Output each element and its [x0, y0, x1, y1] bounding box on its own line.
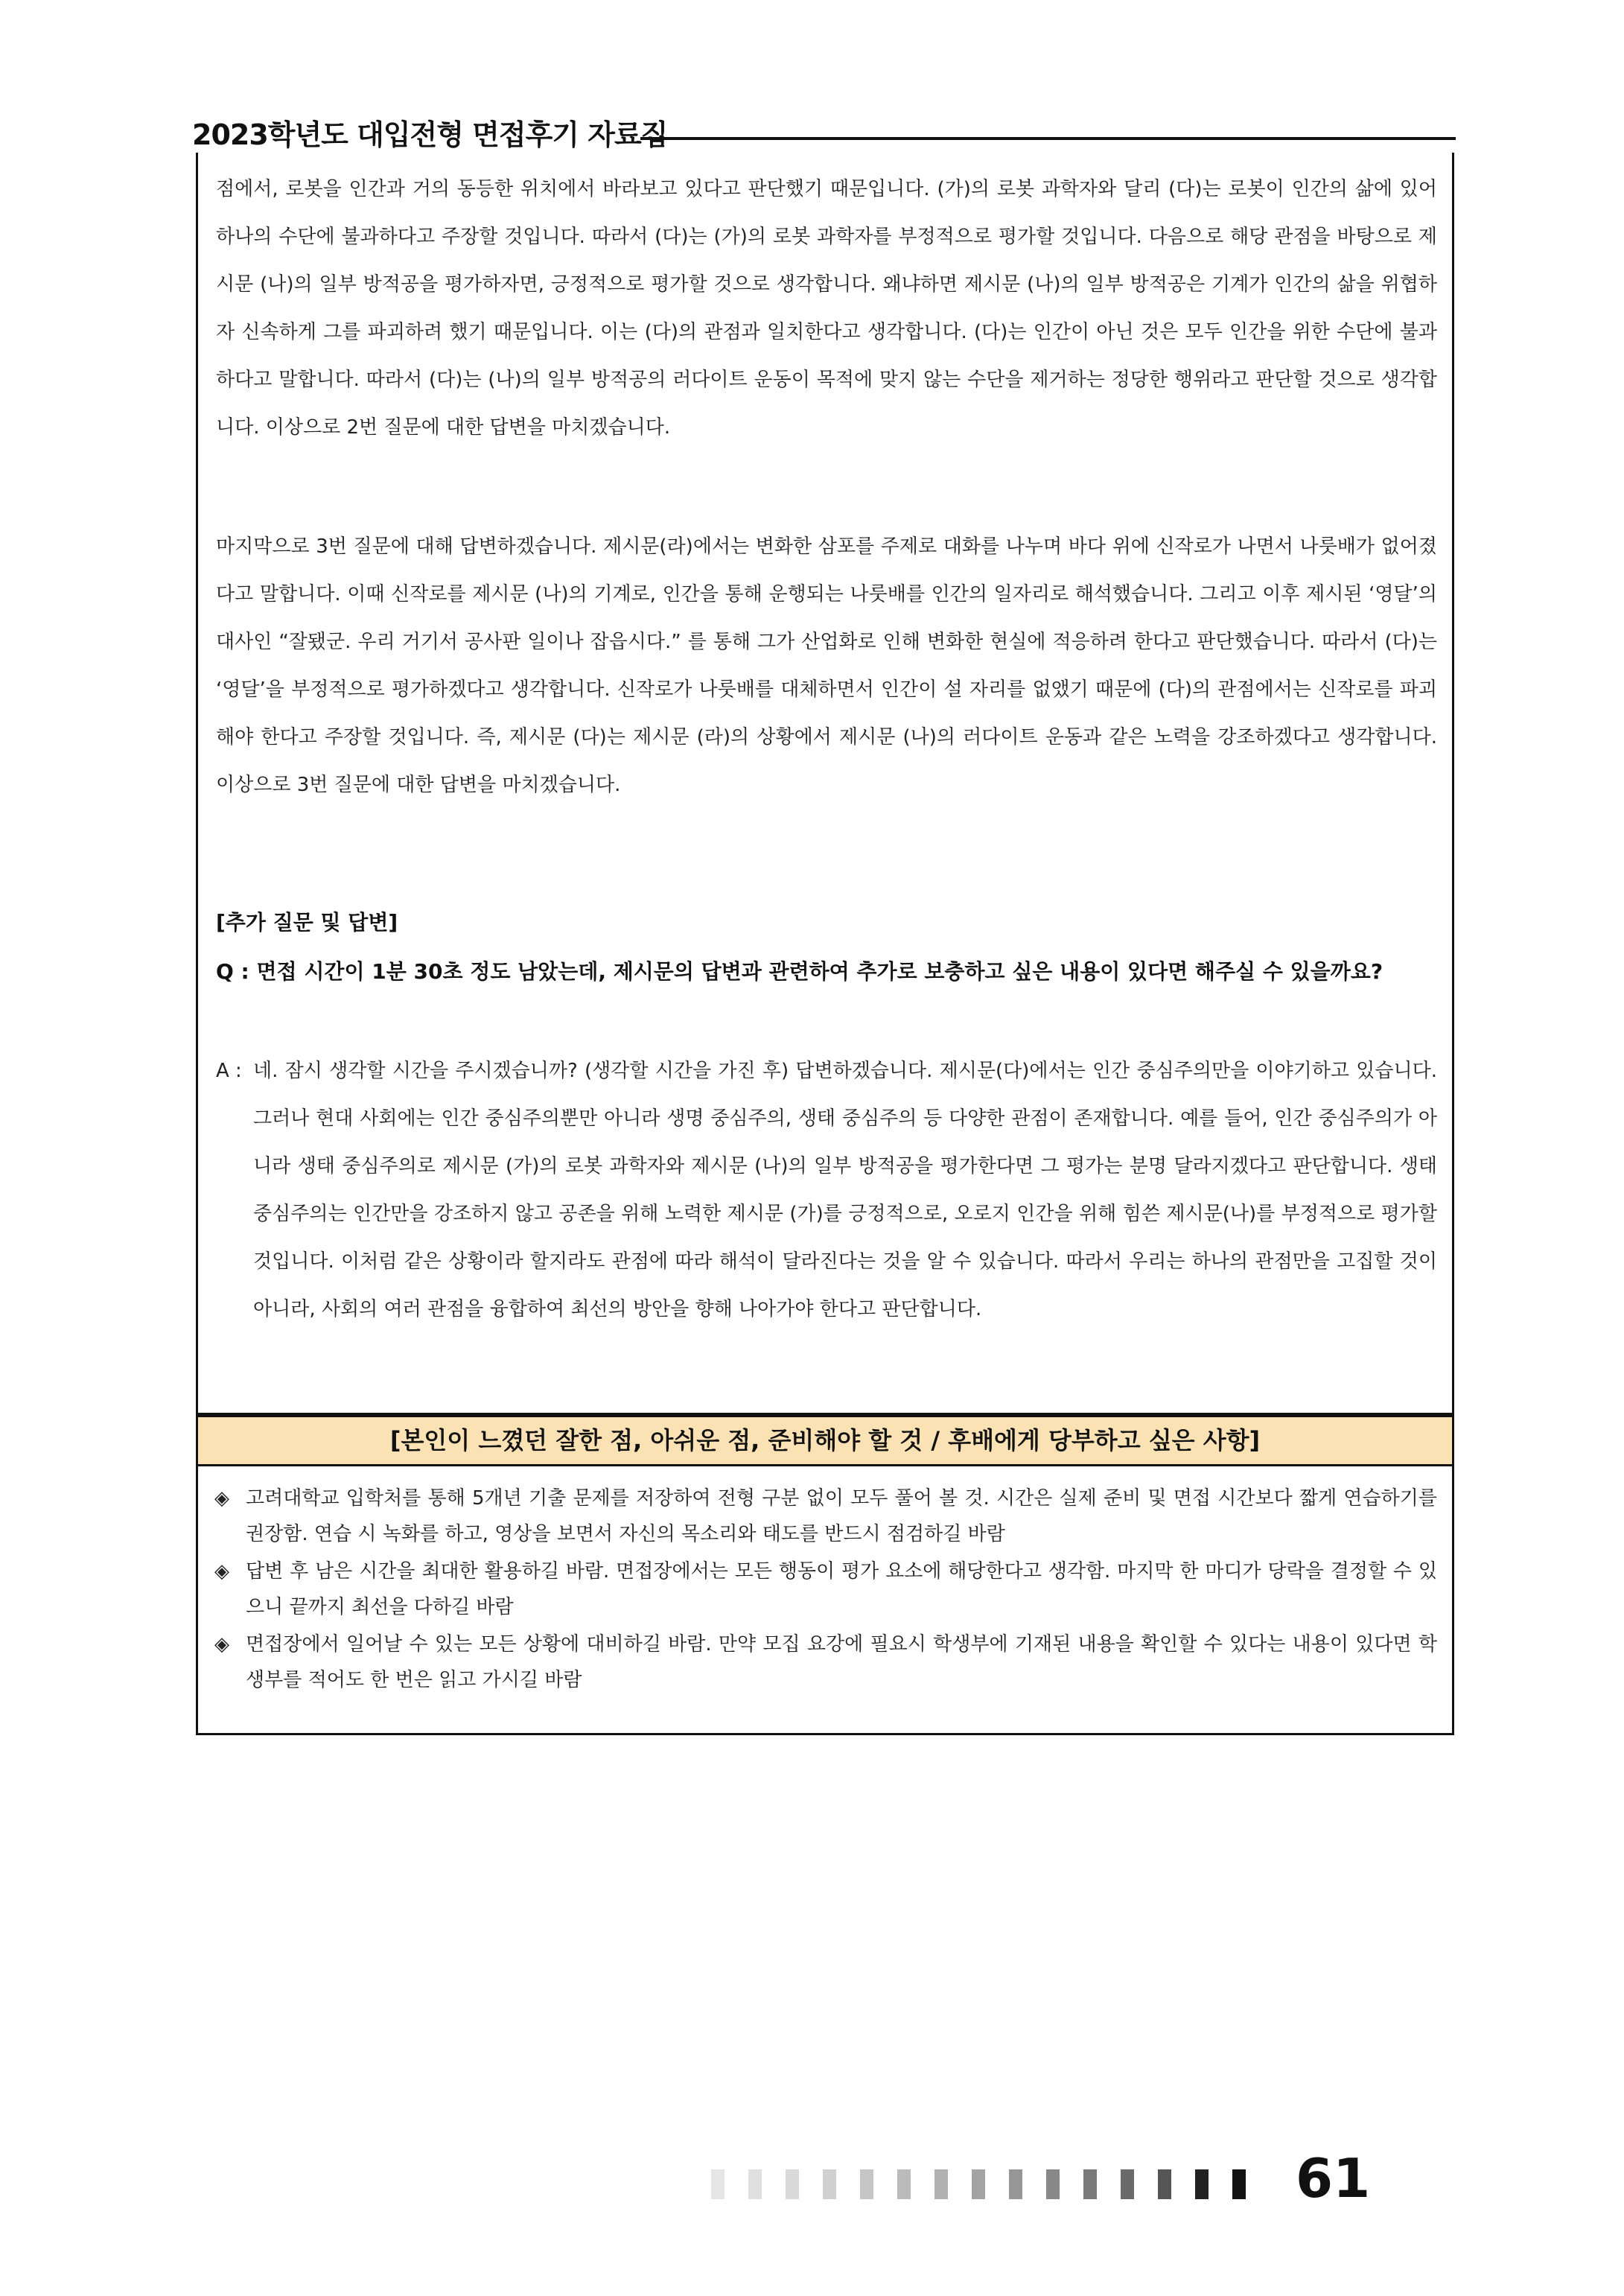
pager-bar — [1083, 2169, 1097, 2199]
pager-bar — [823, 2169, 836, 2199]
pager-bar — [897, 2169, 911, 2199]
diamond-bullet-icon: ◈ — [214, 1560, 229, 1583]
diamond-bullet-icon: ◈ — [214, 1633, 229, 1656]
tips-box — [196, 1415, 1454, 1735]
answer-paragraph-2-cont: 점에서, 로봇을 인간과 거의 동등한 위치에서 바라보고 있다고 판단했기 때문입니다. (가)의 로봇 과학자와 달리 (다)는 로봇이 인간의 삶에 있어 하나의 수단에 불과하다고 주장할 것입니다. 따라서 (다)는 (가)의 로봇 과학자를 부정적으로 평가할 것입니다. 다음으로 해당 관점을 바탕으로 제시문 (나)의 일부 방적공을 평가하자면, 긍정적으로 평가할 것으로 생각합니다. 왜냐하면 제시문 (나)의 일부 방적공은 기계가 인간의 삶을 위협하자 신속하게 그를 파괴하려 했기 때문입니다. 이는 (다)의 관점과 일치한다고 생각합니다. (다)는 인간이 아닌 것은 모두 인간을 위한 수단에 불과하다고 말합니다. 따라서 (다)는 (나)의 일부 방적공의 러다이트 운동이 목적에 맞지 않는 수단을 제거하는 정당한 행위라고 판단할 것으로 생각합니다. 이상으로 2번 질문에 대한 답변을 마치겠습니다. — [216, 178, 1437, 439]
tip-text: 고려대학교 입학처를 통해 5개년 기출 문제를 저장하여 전형 구분 없이 모두 풀어 볼 것. 시간은 실제 준비 및 면접 시간보다 짧게 연습하기를 권장함. 연습 시 녹화를 하고, 영상을 보면서 자신의 목소리와 태도를 반드시 점검하길 바람 — [246, 1487, 1437, 1545]
pager-bar — [1121, 2169, 1134, 2199]
pager-bar — [1232, 2169, 1246, 2199]
pager-bar — [1046, 2169, 1060, 2199]
question-text: 면접 시간이 1분 30초 정도 남았는데, 제시문의 답변과 관련하여 추가로 보충하고 싶은 내용이 있다면 해주실 수 있을까요? — [256, 959, 1383, 984]
tip-text: 답변 후 남은 시간을 최대한 활용하길 바람. 면접장에서는 모든 행동이 평가 요소에 해당한다고 생각함. 마지막 한 마디가 당락을 결정할 수 있으니 끝까지 최선을 다하길 바람 — [246, 1560, 1437, 1618]
pager-bar — [1195, 2169, 1209, 2199]
pager-bar — [711, 2169, 725, 2199]
diamond-bullet-icon: ◈ — [214, 1487, 229, 1510]
tips-heading: [본인이 느꼈던 잘한 점, 아쉬운 점, 준비해야 할 것 / 후배에게 당부하고 싶은 사항] — [198, 1417, 1452, 1466]
header-rule — [640, 137, 1456, 140]
page-indicator-bars — [711, 2163, 1277, 2199]
answer-paragraph-3: 마지막으로 3번 질문에 대해 답변하겠습니다. 제시문(라)에서는 변화한 삼포를 주제로 대화를 나누며 바다 위에 신작로가 나면서 나룻배가 없어졌다고 말합니다. 이때 신작로를 제시문 (나)의 기계로, 인간을 통해 운행되는 나룻배를 인간의 일자리로 해석했습니다. 그리고 이후 제시된 ‘영달’의 대사인 “잘됐군. 우리 거기서 공사판 일이나 잡읍시다.” 를 통해 그가 산업화로 인해 변화한 현실에 적응하려 한다고 판단했습니다. 따라서 (다)는 ‘영달’을 부정적으로 평가하겠다고 생각합니다. 신작로가 나룻배를 대체하면서 인간이 설 자리를 없앴기 때문에 (다)의 관점에서는 신작로를 파괴해야 한다고 주장할 것입니다. 즉, 제시문 (다)는 제시문 (라)의 상황에서 제시문 (나)의 러다이트 운동과 같은 노력을 강조하겠다고 생각합니다. 이상으로 3번 질문에 대한 답변을 마치겠습니다. — [216, 535, 1437, 796]
extra-question-heading: [추가 질문 및 답변] — [216, 910, 398, 935]
pager-bar — [1158, 2169, 1171, 2199]
answer-prefix: A : — [216, 1060, 242, 1082]
pager-bar — [748, 2169, 762, 2199]
answer-text: 네. 잠시 생각할 시간을 주시겠습니까? (생각할 시간을 가진 후) 답변하겠습니다. 제시문(다)에서는 인간 중심주의만을 이야기하고 있습니다. 그러나 현대 사회에는 인간 중심주의뿐만 아니라 생명 중심주의, 생태 중심주의 등 다양한 관점이 존재합니다. 예를 들어, 인간 중심주의가 아니라 생태 중심주의로 제시문 (가)의 로봇 과학자와 제시문 (나)의 일부 방적공을 평가한다면 그 평가는 분명 달라지겠다고 판단합니다. 생태 중심주의는 인간만을 강조하지 않고 공존을 위해 노력한 제시문 (가)를 긍정적으로, 오로지 인간을 위해 힘쓴 제시문(나)를 부정적으로 평가할 것입니다. 이처럼 같은 상황이라 할지라도 관점에 따라 해석이 달라진다는 것을 알 수 있습니다. 따라서 우리는 하나의 관점만을 고집할 것이 아니라, 사회의 여러 관점을 융합하여 최선의 방안을 향해 나아가야 한다고 판단합니다. — [253, 1060, 1437, 1320]
extra-question — [216, 947, 1437, 997]
pager-bar — [860, 2169, 873, 2199]
document-header-title: 2023학년도 대입전형 면접후기 자료집 — [192, 118, 668, 151]
pager-bar — [1009, 2169, 1022, 2199]
question-prefix: Q : — [216, 959, 249, 984]
page-number: 61 — [1296, 2147, 1371, 2210]
pager-bar — [934, 2169, 948, 2199]
tip-text: 면접장에서 일어날 수 있는 모든 상황에 대비하길 바람. 만약 모집 요강에 필요시 학생부에 기재된 내용을 확인할 수 있다는 내용이 있다면 학생부를 적어도 한 번은 읽고 가시길 바람 — [246, 1633, 1437, 1691]
pager-bar — [786, 2169, 799, 2199]
pager-bar — [972, 2169, 985, 2199]
